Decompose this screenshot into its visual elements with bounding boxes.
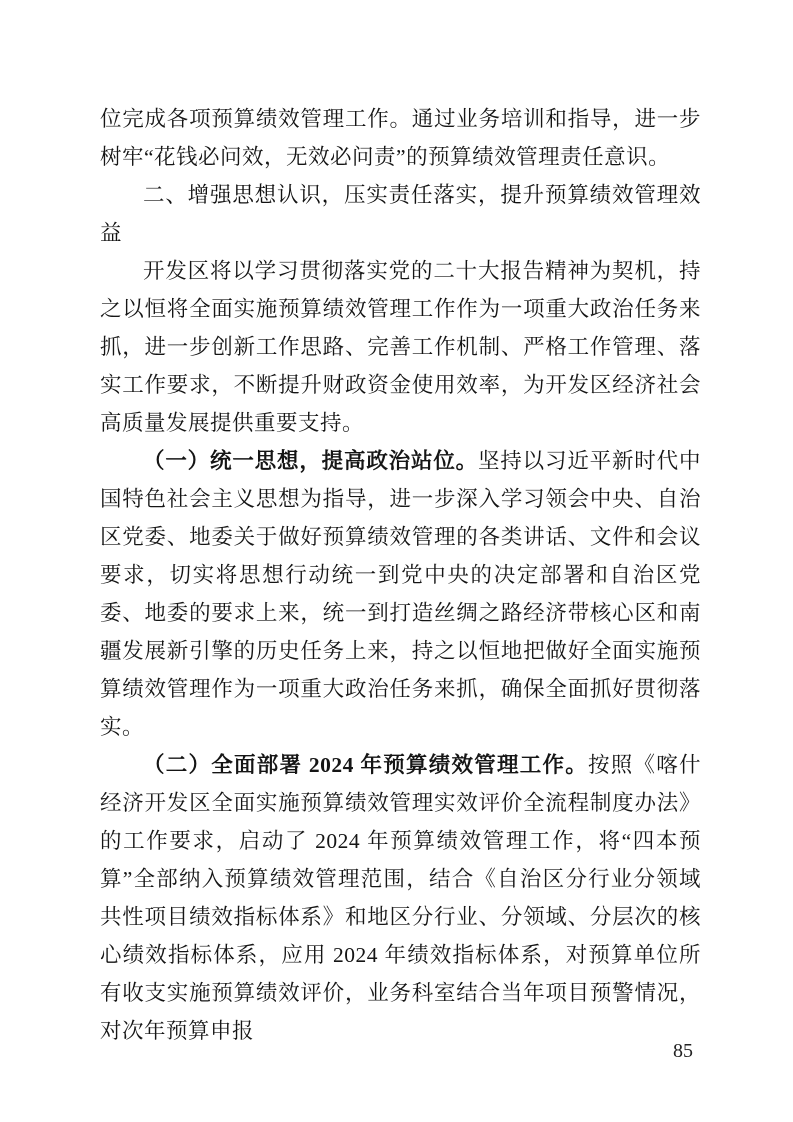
paragraph-continuation: 位完成各项预算绩效管理工作。通过业务培训和指导，进一步树牢“花钱必问效，无效必问责”的预算绩效管理责任意识。 [100, 107, 701, 169]
point-1-text: 坚持以习近平新时代中国特色社会主义思想为指导，进一步深入学习领会中央、自治区党委、地委关于做好预算绩效管理的各类讲话、文件和会议要求，切实将思想行动统一到党中央的决定部署和自治区党委、地委的要求上来，统一到打造丝绸之路经济带核心区和南疆发展新引擎的历史任务上来，持之以恒地把做好全面实施预算绩效管理作为一项重大政治任务来抓，确保全面抓好贯彻落实。 [100, 449, 701, 739]
document-body [100, 100, 701, 1050]
point-1-lead: （一）统一思想，提高政治站位。 [143, 449, 478, 473]
point-2-text: 按照《喀什经济开发区全面实施预算绩效管理实效评价全流程制度办法》的工作要求，启动了 2024 年预算绩效管理工作，将“四本预算”全部纳入预算绩效管理范围，结合《自治区分行业分领域共性项目绩效指标体系》和地区分行业、分领域、分层次的核心绩效指标体系，应用 2024 年绩效指标体系，对预算单位所有收支实施预算绩效评价，业务科室结合当年项目预警情况，对次年预算申报 [100, 753, 701, 1043]
section-heading: 二、增强思想认识，压实责任落实，提升预算绩效管理效益 [100, 183, 701, 245]
paragraph-point-2 [100, 746, 701, 1050]
point-2-lead: （二）全面部署 2024 年预算绩效管理工作。 [143, 753, 588, 777]
paragraph-intro: 开发区将以学习贯彻落实党的二十大报告精神为契机，持之以恒将全面实施预算绩效管理工作作为一项重大政治任务来抓，进一步创新工作思路、完善工作机制、严格工作管理、落实工作要求，不断提升财政资金使用效率，为开发区经济社会高质量发展提供重要支持。 [100, 259, 701, 435]
page-number: 85 [673, 1040, 693, 1062]
paragraph-point-1 [100, 442, 701, 746]
